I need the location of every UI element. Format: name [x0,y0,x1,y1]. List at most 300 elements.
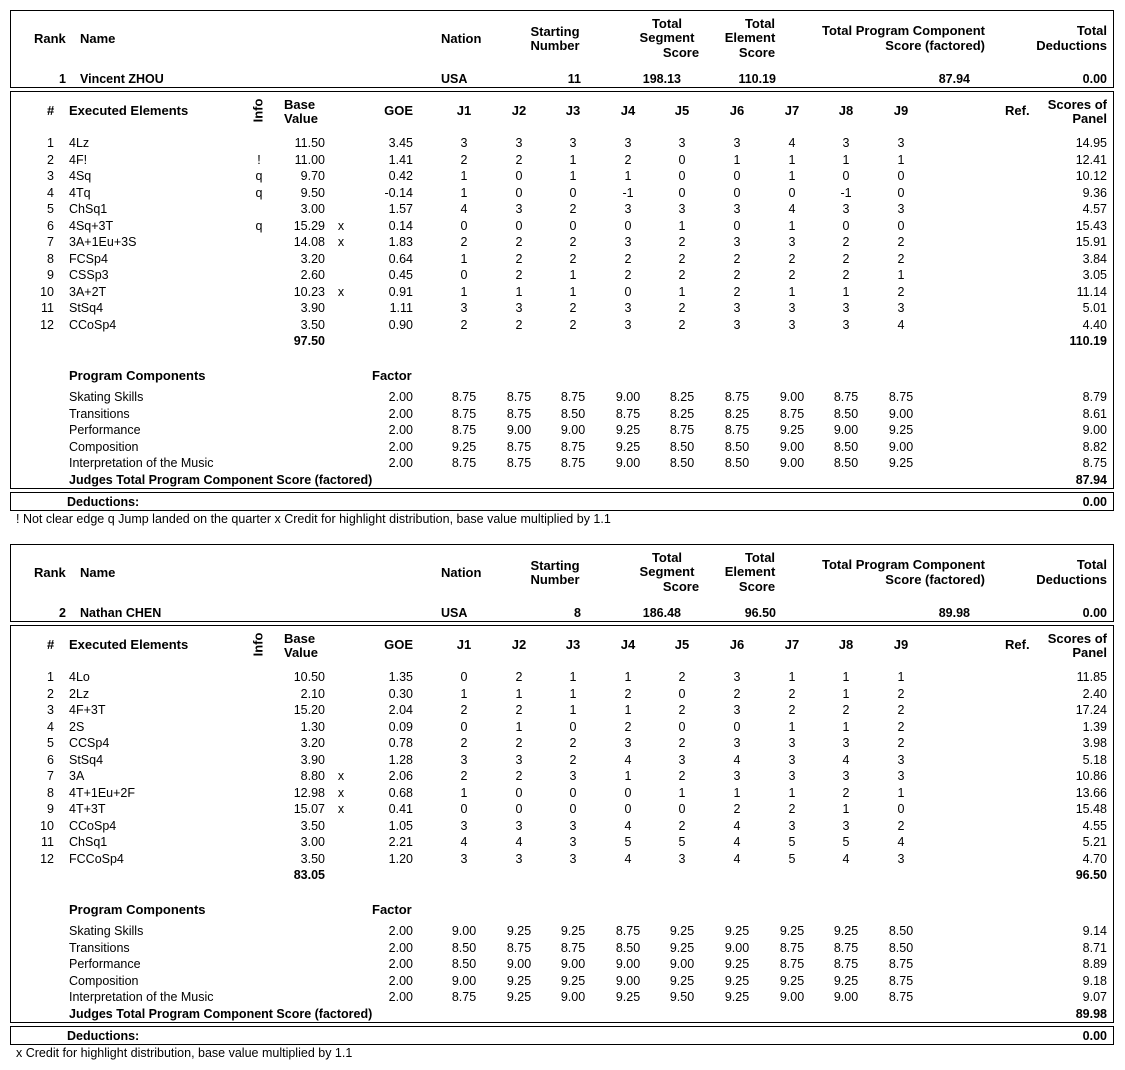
element-goe: 1.28 [388,752,413,767]
judge-component-mark: 8.75 [888,990,914,1004]
element-code: CCSp4 [69,736,110,750]
judge-goe: 0 [515,802,523,816]
judge-goe: 2 [515,769,523,783]
component-panel-score: 9.00 [1082,423,1107,437]
element-panel-score: 4.70 [1082,851,1107,866]
judge-goe: 2 [733,268,741,282]
judge-component-mark: 8.75 [615,406,641,421]
judge-goe: 1 [733,152,741,167]
judge-goe: 2 [842,268,850,282]
judge-goe: 2 [460,152,468,167]
judge-component-mark: 9.25 [724,924,750,938]
judge-component-mark: 8.75 [560,940,586,955]
judge-goe: 3 [678,202,686,216]
element-code: 2Lz [69,686,90,701]
component-name: Interpretation of the Music [69,990,214,1004]
judge-goe: 2 [897,736,905,750]
judge-component-mark: 9.00 [888,439,914,454]
component-factor: 2.00 [388,423,413,437]
element-code: 4Sq+3T [69,218,114,233]
judge-component-mark: 8.75 [451,423,477,437]
judge-component-mark: 8.25 [669,406,695,421]
component-panel-score: 9.07 [1082,990,1107,1004]
judge-goe: 2 [569,317,577,332]
judge-goe: 0 [733,185,741,200]
judge-goe: 4 [733,752,741,767]
judge-component-mark: 8.75 [615,924,641,938]
judge-header-1: J1 [456,103,472,118]
element-row [0,735,1125,751]
judge-component-mark: 9.00 [833,990,859,1004]
judge-header-6: J6 [729,637,745,652]
element-base-value: 3.90 [300,301,325,315]
element-number: 1 [47,670,54,684]
element-panel-score: 11.14 [1076,284,1107,299]
judge-component-mark: 9.00 [560,957,586,971]
judge-component-mark: 8.50 [615,940,641,955]
pcs-header-1: Total Program Component [822,557,985,572]
element-base-value: 9.50 [300,185,325,200]
judge-goe: 3 [569,769,577,783]
judge-goe: 2 [678,268,686,282]
judge-component-mark: 8.75 [833,940,859,955]
pcs-header-2: Score (factored) [885,38,985,53]
element-goe: 1.20 [388,851,413,866]
judge-goe: 2 [460,736,468,750]
judge-goe: 2 [678,769,686,783]
judge-goe: 4 [733,818,741,833]
element-row [0,267,1125,283]
judge-goe: 1 [460,251,468,266]
info-header: Info [250,98,266,123]
executed-header: Executed Elements [69,103,189,118]
judge-goe: 5 [842,835,850,849]
judge-goe: 2 [515,251,523,266]
pcs-total: 87.94 [1075,473,1107,487]
judge-goe: 2 [788,251,796,266]
judge-component-mark: 9.00 [615,957,641,971]
element-code: CCoSp4 [69,818,117,833]
judge-goe: 3 [788,235,796,249]
judge-component-mark: 9.00 [779,390,805,404]
judge-goe: 2 [624,152,632,167]
judge-goe: 3 [897,301,905,315]
judge-goe: 3 [788,736,796,750]
skater-sheet-2 [0,534,1125,1068]
element-panel-score: 2.40 [1082,686,1107,701]
element-panel-score: 3.98 [1082,736,1107,750]
judge-goe: 2 [733,251,741,266]
element-bonus-mark: x [337,802,345,816]
judge-component-mark: 9.25 [560,924,586,938]
judge-goe: 3 [515,851,523,866]
judge-goe: 2 [678,251,686,266]
element-goe: 0.64 [388,251,413,266]
judge-goe: 2 [515,268,523,282]
judge-goe: 2 [788,686,796,701]
judge-goe: 2 [897,284,905,299]
judge-goe: 0 [678,152,686,167]
judge-goe: 0 [569,785,577,800]
judge-goe: 2 [624,686,632,701]
element-panel-score: 14.95 [1075,136,1107,150]
pcs-total: 89.98 [1075,1007,1107,1021]
judge-goe: 3 [515,202,523,216]
element-number: 5 [47,202,54,216]
judge-goe: 2 [569,301,577,315]
judge-goe: 1 [624,769,632,783]
element-row [0,234,1125,250]
element-number: 12 [40,851,54,866]
judge-goe: 5 [624,835,632,849]
skater-name: Nathan CHEN [80,606,162,620]
judge-goe: 2 [515,703,523,717]
judge-goe: 3 [842,818,850,833]
element-number: 6 [47,218,54,233]
judge-goe: 1 [842,284,850,299]
starting-number-header-1: Starting [530,24,580,39]
element-bonus-mark: x [337,769,345,783]
name-header: Name [80,31,116,46]
judge-component-mark: 8.75 [451,990,477,1004]
judge-header-5: J5 [674,637,690,652]
judge-goe: 2 [678,670,686,684]
judge-goe: 1 [842,670,850,684]
base-value-header-2: Value [284,111,318,126]
judge-goe: 2 [678,736,686,750]
judge-goe: 3 [788,317,796,332]
component-row [0,989,1125,1005]
judge-component-mark: 8.50 [451,957,477,971]
judge-goe: 0 [569,218,577,233]
judge-goe: 0 [624,785,632,800]
judge-goe: 0 [460,670,468,684]
base-value-header-1: Base [284,631,316,646]
component-name: Transitions [69,940,130,955]
judge-goe: 1 [788,719,796,734]
element-number: 9 [47,268,54,282]
deductions-header-2: Deductions [1036,572,1107,587]
judge-goe: 0 [460,218,468,233]
judge-goe: 1 [842,719,850,734]
judge-component-mark: 9.00 [451,924,477,938]
element-goe: 0.09 [388,719,413,734]
element-number: 3 [47,703,54,717]
judge-goe: 3 [515,752,523,767]
judge-goe: 0 [897,169,905,183]
segment-header-1: Total [651,16,683,31]
segment-score-value: 186.48 [642,606,681,620]
component-factor: 2.00 [388,390,413,404]
judge-goe: 3 [733,769,741,783]
nation-value: USA [441,72,468,86]
element-code: 4Sq [69,169,92,183]
judge-goe: 2 [733,686,741,701]
judge-goe: 3 [678,752,686,767]
component-row [0,389,1125,405]
element-bonus-mark: x [337,785,345,800]
judge-goe: 1 [897,268,905,282]
judge-goe: 3 [842,317,850,332]
element-row [0,152,1125,168]
element-info: q [255,218,263,233]
deductions-total: 0.00 [1082,1029,1107,1043]
element-row [0,669,1125,685]
component-row [0,439,1125,455]
judge-goe: 2 [897,251,905,266]
element-base-value: 3.50 [300,818,325,833]
judge-component-mark: 8.50 [888,924,914,938]
segment-header-1: Total [651,550,683,565]
judge-component-mark: 8.75 [506,940,532,955]
element-number: 5 [47,736,54,750]
element-base-value: 12.98 [293,785,325,800]
judge-component-mark: 9.00 [615,973,641,988]
judge-goe: 4 [733,835,741,849]
judge-goe: 1 [569,152,577,167]
element-goe: 0.14 [388,218,413,233]
element-code: 4Lz [69,136,90,150]
name-header: Name [80,565,116,580]
judge-goe: 4 [842,752,850,767]
judge-header-2: J2 [511,637,527,652]
judge-goe: 2 [460,317,468,332]
base-value-total: 83.05 [293,868,325,882]
element-base-value: 2.10 [300,686,325,701]
segment-header-3: Score [662,579,700,594]
judge-component-mark: 9.25 [615,439,641,454]
element-header-2: Element [724,564,776,579]
judge-component-mark: 9.25 [669,924,695,938]
deductions-header-2: Deductions [1036,38,1107,53]
judge-component-mark: 9.25 [506,990,532,1004]
judge-component-mark: 8.50 [833,406,859,421]
judge-goe: 4 [897,835,905,849]
component-factor: 2.00 [388,990,413,1004]
pcs-header-2: Score (factored) [885,572,985,587]
component-factor: 2.00 [388,924,413,938]
element-row [0,300,1125,316]
judge-goe: 3 [842,136,850,150]
judge-goe: 1 [569,686,577,701]
judge-goe: 2 [515,152,523,167]
judge-goe: 1 [897,670,905,684]
component-name: Performance [69,957,141,971]
program-components-header: Program Components [69,368,206,383]
judge-goe: 3 [733,736,741,750]
judge-goe: 0 [678,169,686,183]
judge-goe: 0 [842,218,850,233]
pcs-score-value: 87.94 [938,72,970,86]
judge-component-mark: 8.50 [560,406,586,421]
judge-component-mark: 9.00 [506,957,532,971]
judge-component-mark: 9.25 [779,924,805,938]
element-panel-score: 11.85 [1076,670,1107,684]
judge-goe: 2 [460,769,468,783]
judge-goe: 5 [788,835,796,849]
element-base-value: 3.20 [300,736,325,750]
judge-goe: 2 [569,202,577,216]
element-row [0,818,1125,834]
judge-component-mark: 8.75 [560,456,586,470]
judge-goe: 0 [460,719,468,734]
element-panel-score: 10.12 [1075,169,1107,183]
element-number: 1 [47,136,54,150]
judge-goe: 3 [678,136,686,150]
panel-header-1: Scores of [1047,97,1107,112]
element-panel-score: 3.84 [1082,251,1107,266]
judge-component-mark: 8.75 [560,439,586,454]
judge-goe: 4 [515,835,523,849]
judge-goe: 2 [515,235,523,249]
element-code: 3A [69,769,85,783]
judge-goe: 0 [897,185,905,200]
judge-component-mark: 8.75 [506,390,532,404]
judge-goe: 4 [624,752,632,767]
judge-goe: 3 [569,136,577,150]
judge-component-mark: 9.00 [615,456,641,470]
segment-header-2: Segment [639,30,695,45]
info-header: Info [250,632,266,657]
judge-component-mark: 8.75 [724,390,750,404]
judge-component-mark: 9.00 [724,940,750,955]
element-goe: 1.35 [388,670,413,684]
component-row [0,940,1125,956]
judge-goe: 3 [733,703,741,717]
judges-total-label: Judges Total Program Component Score (factored) [69,473,373,487]
judge-component-mark: 9.00 [669,957,695,971]
judge-component-mark: 8.75 [888,957,914,971]
factor-header: Factor [372,368,412,383]
judge-goe: 2 [678,703,686,717]
judge-goe: 4 [624,818,632,833]
element-panel-score: 4.55 [1082,818,1107,833]
judge-goe: 2 [897,719,905,734]
judge-goe: 0 [515,169,523,183]
element-info: q [255,169,263,183]
judge-goe: 3 [624,301,632,315]
element-bonus-mark: x [337,284,345,299]
component-name: Transitions [69,406,130,421]
element-panel-score: 15.91 [1075,235,1107,249]
element-goe: 2.04 [388,703,413,717]
component-name: Composition [69,973,139,988]
deductions-header-1: Total [1076,23,1107,38]
element-panel-score: 10.86 [1075,769,1107,783]
judge-goe: 1 [733,785,741,800]
judge-goe: 1 [460,785,468,800]
judge-goe: 3 [788,301,796,315]
judge-component-mark: 9.00 [506,423,532,437]
element-number: 12 [40,317,54,332]
judge-goe: 0 [624,218,632,233]
judge-goe: -1 [622,185,634,200]
judge-header-4: J4 [620,637,636,652]
judge-goe: 1 [460,169,468,183]
judge-goe: 0 [460,802,468,816]
judge-component-mark: 8.75 [560,390,586,404]
judge-goe: 2 [678,301,686,315]
element-base-value: 10.23 [293,284,325,299]
judge-header-9: J9 [893,637,909,652]
goe-header: GOE [384,103,413,118]
element-header-2: Element [724,30,776,45]
element-code: 4T+1Eu+2F [69,785,136,800]
element-goe: -0.14 [384,185,413,200]
judge-goe: 1 [569,703,577,717]
element-base-value: 3.50 [300,851,325,866]
skater-name: Vincent ZHOU [80,72,164,86]
judge-goe: 2 [460,703,468,717]
deductions-value: 0.00 [1082,72,1107,86]
executed-header: Executed Elements [69,637,189,652]
judge-goe: 1 [460,686,468,701]
component-name: Interpretation of the Music [69,456,214,470]
nation-header: Nation [441,31,482,46]
component-row [0,455,1125,471]
judge-goe: 2 [678,317,686,332]
element-code: CSSp3 [69,268,109,282]
judge-goe: 3 [733,202,741,216]
judge-goe: 0 [733,169,741,183]
judge-goe: 3 [733,317,741,332]
judge-goe: 3 [733,235,741,249]
judge-goe: 0 [678,686,686,701]
component-factor: 2.00 [388,456,413,470]
judge-goe: 2 [788,802,796,816]
component-row [0,406,1125,422]
element-row [0,702,1125,718]
judge-header-9: J9 [893,103,909,118]
component-panel-score: 8.75 [1082,456,1107,470]
judge-goe: 4 [460,202,468,216]
element-panel-score: 5.21 [1082,835,1107,849]
judge-goe: 3 [842,769,850,783]
element-row [0,251,1125,267]
element-base-value: 9.70 [300,169,325,183]
judge-component-mark: 8.50 [724,456,750,470]
judge-component-mark: 9.25 [560,973,586,988]
judge-goe: 0 [842,169,850,183]
ref-header: Ref. [1005,103,1030,118]
judge-goe: 0 [678,185,686,200]
judge-goe: 0 [788,185,796,200]
element-code: StSq4 [69,301,104,315]
judge-goe: 3 [788,769,796,783]
judge-header-6: J6 [729,103,745,118]
judge-goe: 3 [788,752,796,767]
element-code: FCCoSp4 [69,851,124,866]
judge-component-mark: 8.75 [506,439,532,454]
judge-component-mark: 9.00 [560,423,586,437]
judge-goe: 4 [788,136,796,150]
judge-goe: 3 [678,851,686,866]
element-row [0,834,1125,850]
judge-component-mark: 9.00 [779,990,805,1004]
element-panel-score: 15.48 [1075,802,1107,816]
element-panel-score: 12.41 [1075,152,1107,167]
num-header: # [47,103,55,118]
ref-header: Ref. [1005,637,1030,652]
judge-goe: 3 [460,752,468,767]
num-header: # [47,637,55,652]
judge-goe: 3 [515,136,523,150]
element-number: 8 [47,785,54,800]
judge-component-mark: 9.25 [615,990,641,1004]
element-code: 3A+2T [69,284,107,299]
judge-goe: 0 [515,218,523,233]
element-number: 2 [47,686,54,701]
